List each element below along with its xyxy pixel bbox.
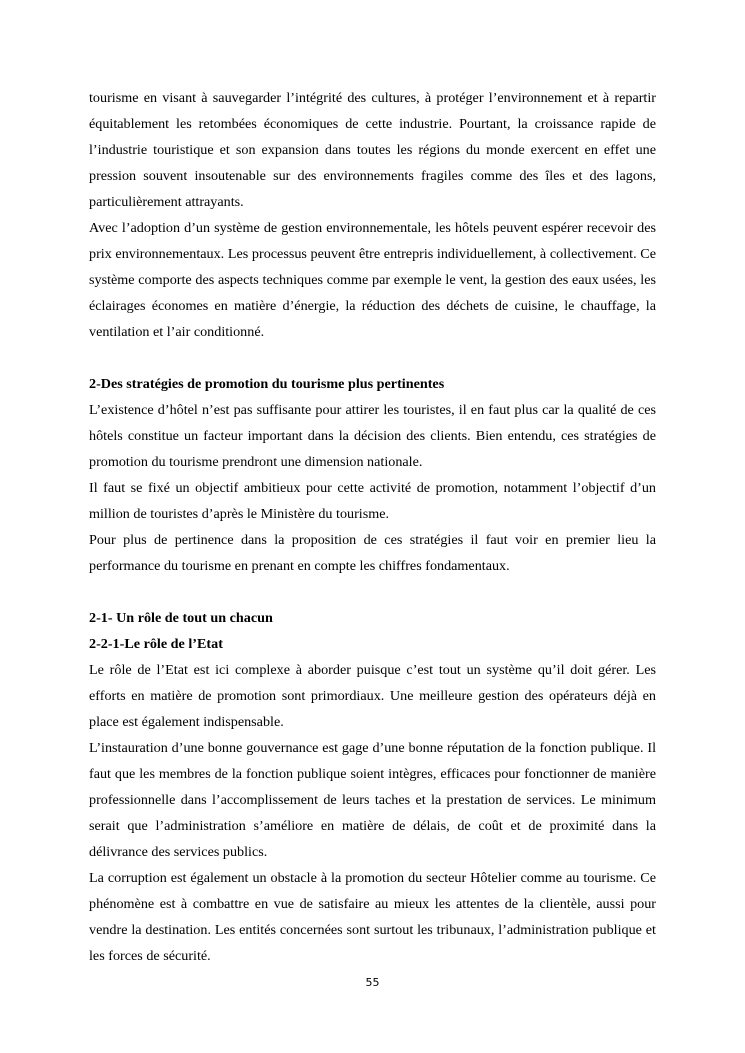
paragraph-corruption: La corruption est également un obstacle à la promotion du secteur Hôtelier comme au tourisme. Ce phénomène est à combattre en vue de satisfaire au mieux les attentes de la clientèle, aussi pour vendre la destination. Les entités concernées sont surtout les tribunaux, l’administration publique et les forces de sécurité. (89, 870, 656, 964)
paragraph-performance: Pour plus de pertinence dans la proposition de ces stratégies il faut voir en premier lieu la performance du tourisme en prenant en compte les chiffres fondamentaux. (89, 532, 656, 574)
paragraph-tourism-integrity: tourisme en visant à sauvegarder l’intégrité des cultures, à protéger l’environnement et à repartir équitablement les retombées économiques de cette industrie. Pourtant, la croissance rapide de l’industrie touristique et son expansion dans toutes les régions du monde exercent en effet une pression souvent insoutenable sur des environnements fragiles comme des îles et des lagons, particulièrement attrayants. (89, 90, 656, 210)
section-spacer (89, 345, 656, 371)
page-body (89, 85, 656, 969)
paragraph-good-governance: L’instauration d’une bonne gouvernance est gage d’une bonne réputation de la fonction publique. Il faut que les membres de la fonction publique soient intègres, efficaces pour fonctionner de manière professionnelle dans l’accomplissement de leurs taches et la prestation de services. Le minimum serait que l’administration s’améliore en matière de délais, de coût et de proximité dans la délivrance des services publics. (89, 740, 656, 860)
page-number: 55 (365, 976, 380, 989)
subsection-heading-state-role: 2-2-1-Le rôle de l’Etat (89, 636, 223, 652)
section-heading-promotion-strategies: 2-Des stratégies de promotion du tourisme plus pertinentes (89, 376, 445, 392)
paragraph-hotel-quality: L’existence d’hôtel n’est pas suffisante pour attirer les touristes, il en faut plus car la qualité de ces hôtels constitue un facteur important dans la décision des clients. Bien entendu, ces stratégies de promotion du tourisme prendront une dimension nationale. (89, 402, 656, 470)
paragraph-state-role: Le rôle de l’Etat est ici complexe à aborder puisque c’est tout un système qu’il doit gérer. Les efforts en matière de promotion sont primordiaux. Une meilleure gestion des opérateurs déjà en place est également indispensable. (89, 662, 656, 730)
paragraph-ambitious-objective: Il faut se fixé un objectif ambitieux pour cette activité de promotion, notamment l’objectif d’un million de touristes d’après le Ministère du tourisme. (89, 480, 656, 522)
paragraph-environmental-management: Avec l’adoption d’un système de gestion environnementale, les hôtels peuvent espérer recevoir des prix environnementaux. Les processus peuvent être entrepris individuellement, à collectivement. Ce système comporte des aspects techniques comme par exemple le vent, la gestion des eaux usées, les éclairages économes en matière d’énergie, la réduction des déchets de cuisine, le chauffage, la ventilation et l’air conditionné. (89, 220, 656, 340)
section-spacer (89, 579, 656, 605)
subsection-heading-everyone-role: 2-1- Un rôle de tout un chacun (89, 610, 273, 626)
